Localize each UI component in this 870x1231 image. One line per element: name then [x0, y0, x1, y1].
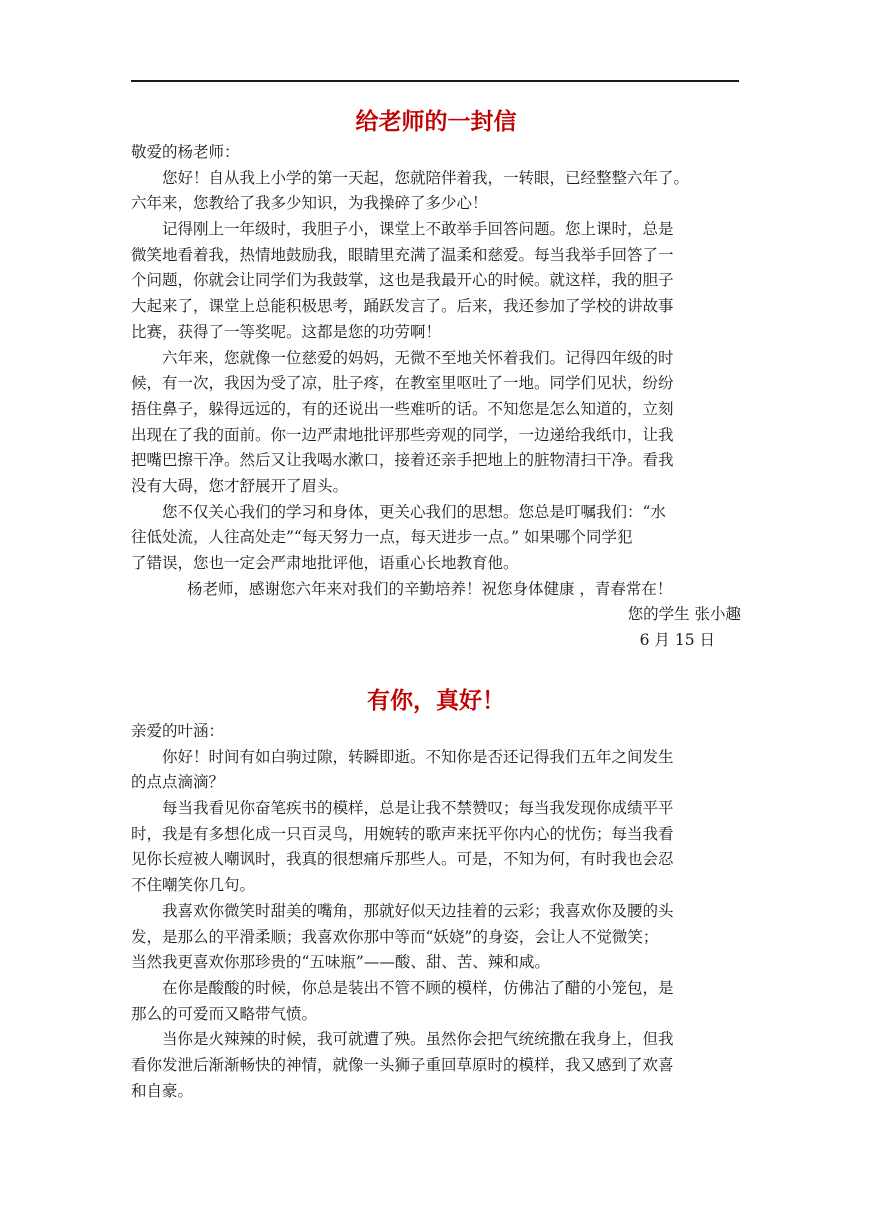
- body-line: 捂住鼻子，躲得远远的，有的还说出一些难听的话。不知您是怎么知道的，立刻: [131, 399, 674, 418]
- letter-greeting: 敬爱的杨老师：: [131, 143, 240, 161]
- body-line: 当然我更喜欢你那珍贵的“五味瓶”——酸、甜、苦、辣和咸。: [131, 953, 550, 972]
- body-line: 那么的可爱而又略带气愤。: [131, 1004, 318, 1023]
- letter-signature: 您的学生 张小趣: [627, 605, 741, 624]
- letter-date: 6 月 15 日: [639, 631, 715, 650]
- body-line: 当你是火辣辣的时候，我可就遭了殃。虽然你会把气统统撒在我身上，但我: [162, 1030, 674, 1049]
- body-line: 我喜欢你微笑时甜美的嘴角，那就好似天边挂着的云彩；我喜欢你及腰的头: [162, 901, 674, 920]
- letter-to-teacher: [131, 104, 741, 654]
- body-line: 时，我是有多想化成一只百灵鸟，用婉转的歌声来抚平你内心的忧伤；每当我看: [131, 824, 674, 843]
- body-line: 每当我看见你奋笔疾书的模样，总是让我不禁赞叹；每当我发现你成绩平平: [162, 799, 674, 818]
- body-line: 记得刚上一年级时，我胆子小，课堂上不敢举手回答问题。您上课时，总是: [162, 220, 674, 239]
- letter-to-friend: [131, 683, 741, 1104]
- body-line: 候，有一次，我因为受了凉，肚子疼，在教室里呕吐了一地。同学们见状，纷纷: [131, 374, 674, 393]
- body-line: 出现在了我的面前。你一边严肃地批评那些旁观的同学，一边递给我纸巾，让我: [131, 425, 674, 444]
- body-line: 和自豪。: [131, 1081, 194, 1100]
- letter-title: 给老师的一封信: [355, 108, 517, 135]
- body-line: 的点点滴滴？: [131, 773, 225, 792]
- letter-body: [131, 166, 741, 577]
- body-line: 微笑地看着我，热情地鼓励我，眼睛里充满了温柔和慈爱。每当我举手回答了一: [131, 245, 674, 264]
- body-line: 不住嘲笑你几句。: [131, 876, 256, 895]
- letter-title: 有你，真好！: [367, 687, 505, 714]
- body-line: 你好！时间有如白驹过隙，转瞬即逝。不知你是否还记得我们五年之间发生: [162, 747, 674, 766]
- header-rule: [131, 80, 739, 82]
- letter-greeting: 亲爱的叶涵：: [131, 722, 225, 740]
- body-line: 大起来了，课堂上总能积极思考，踊跃发言了。后来，我还参加了学校的讲故事: [131, 297, 674, 316]
- body-line: 见你长痘被人嘲讽时，我真的很想痛斥那些人。可是，不知为何，有时我也会忍: [131, 850, 674, 869]
- letter-closing: 杨老师，感谢您六年来对我们的辛勤培养！祝您身体健康 ，青春常在！: [187, 579, 673, 598]
- body-line: 六年来，您就像一位慈爱的妈妈，无微不至地关怀着我们。记得四年级的时: [162, 348, 674, 367]
- letter-body: [131, 745, 741, 1105]
- body-line: 六年来，您教给了我多少知识，为我操碎了多少心！: [131, 194, 488, 213]
- body-line: 把嘴巴擦干净。然后又让我喝水漱口，接着还亲手把地上的脏物清扫干净。看我: [131, 451, 674, 470]
- body-line: 您好！自从我上小学的第一天起，您就陪伴着我，一转眼，已经整整六年了。: [162, 168, 690, 187]
- body-line: 您不仅关心我们的学习和身体，更关心我们的思想。您总是叮嘱我们：“水: [162, 502, 666, 521]
- body-line: 了错误，您也一定会严肃地批评他，语重心长地教育他。: [131, 554, 519, 572]
- body-line: 发，是那么的平滑柔顺；我喜欢你那中等而“妖娆”的身姿，会让人不觉微笑；: [131, 927, 659, 946]
- body-line: 看你发泄后渐渐畅快的神情，就像一头狮子重回草原时的模样，我又感到了欢喜: [131, 1055, 674, 1074]
- body-line: 个问题，你就会让同学们为我鼓掌，这也是我最开心的时候。就这样，我的胆子: [131, 271, 674, 290]
- body-line: 往低处流，人往高处走”“每天努力一点，每天进步一点。” 如果哪个同学犯: [131, 528, 633, 547]
- body-line: 没有大碍，您才舒展开了眉头。: [131, 476, 349, 495]
- body-line: 在你是酸酸的时候，你总是装出不管不顾的模样，仿佛沾了醋的小笼包，是: [162, 978, 674, 997]
- body-line: 比赛，获得了一等奖呢。这都是您的功劳啊！: [131, 322, 442, 341]
